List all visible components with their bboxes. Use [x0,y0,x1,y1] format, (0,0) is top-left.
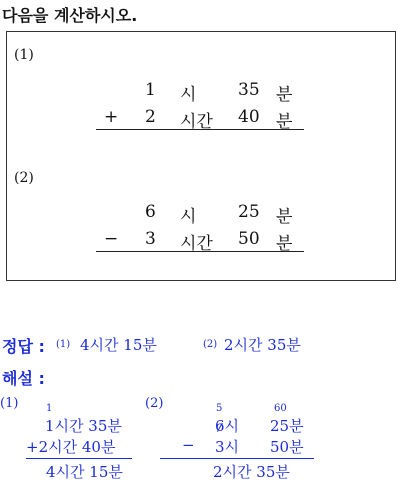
answer-label: 정답 : [2,337,45,356]
p1-r1-hours-unit: 시 [180,85,197,105]
p1-r2-minutes: 40 [238,107,260,127]
p1-r1-minutes: 35 [238,80,260,100]
solution-1-label: (1) [0,396,19,411]
p2-r1-minutes-unit: 분 [276,207,293,227]
p2-r1-hours: 6 [145,202,156,222]
p1-r2-hours-unit: 시간 [180,112,213,132]
page-title: 다음을 계산하시오. [2,6,138,25]
answer-2: 2시간 35분 [224,336,301,354]
solution-1-line1: 1시간 35분 [45,417,122,435]
p2-r2-minutes-unit: 분 [276,234,293,254]
solution-2-line1-hour-unit: 시 [224,417,240,435]
answer-2-label: (2) [203,339,218,350]
answer-1-label: (1) [56,339,71,350]
answer-1: 4시간 15분 [80,336,157,354]
p2-r2-hours-unit: 시간 [180,234,213,254]
p2-diff-rule [96,251,304,252]
solution-2-borrow-hours: 5 [216,403,223,414]
explanation-label: 해설 : [2,369,45,388]
solution-2-line1 [215,415,239,436]
solution-2-line1-minutes: 25분 [270,417,304,435]
solution-2-operator: − [182,436,195,454]
p1-r2-hours: 2 [145,107,156,127]
p1-r2-minutes-unit: 분 [276,112,293,132]
solution-1-carry: 1 [46,403,53,414]
p1-r1-minutes-unit: 분 [276,85,293,105]
p1-sum-rule [96,129,304,130]
solution-1-rule [26,458,132,459]
p2-operator: − [104,229,119,249]
solution-2-line2-minutes: 50분 [270,438,304,456]
solution-2-rule [160,458,314,459]
problem-2-label: (2) [14,170,34,186]
p2-r1-hours-unit: 시 [180,207,197,227]
p1-r1-hours: 1 [145,80,156,100]
solution-2-result: 2시간 35분 [213,463,290,481]
p2-r2-hours: 3 [145,229,156,249]
p2-r1-minutes: 25 [238,202,260,222]
p2-r2-minutes: 50 [238,229,260,249]
solution-1-result: 4시간 15분 [46,463,123,481]
solution-1-line2: +2시간 40분 [26,438,116,456]
p1-operator: + [104,107,119,127]
problem-1-label: (1) [14,47,34,63]
solution-2-label: (2) [145,396,164,411]
solution-2-borrow-minutes: 60 [274,403,287,414]
solution-2-crossed-hour: 6 [215,417,225,435]
solution-2-line2-hours: 3시 [215,438,240,456]
